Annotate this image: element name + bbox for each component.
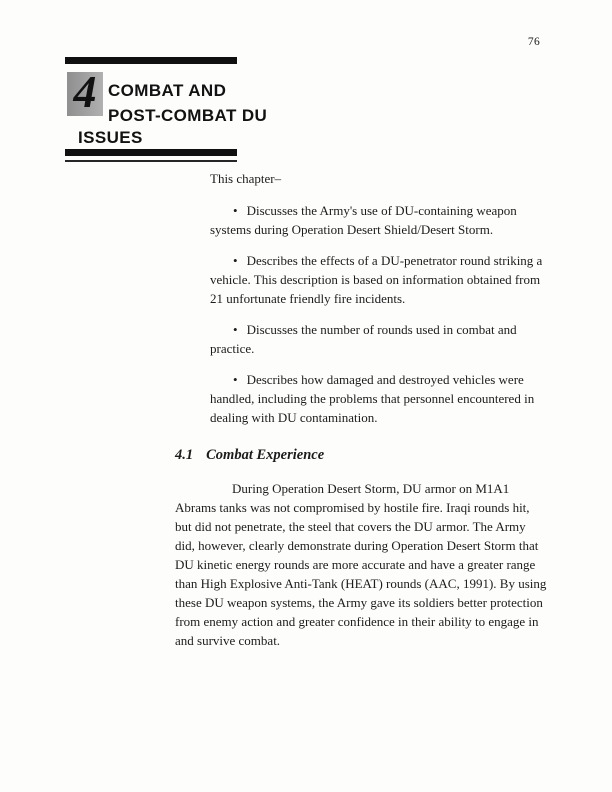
chapter-title-line1: COMBAT AND bbox=[108, 81, 227, 100]
top-rule bbox=[65, 57, 237, 64]
chapter-title-line2: POST-COMBAT DU bbox=[108, 106, 268, 125]
page-number: 76 bbox=[527, 36, 540, 48]
bullet-text: Describes how damaged and destroyed vehicles were handled, including the problems that personnel encountered in dealing with DU contamination. bbox=[210, 372, 535, 425]
bullet-icon: • bbox=[233, 372, 238, 387]
bullet-icon: • bbox=[233, 253, 238, 268]
bullet-item bbox=[210, 251, 547, 308]
body-paragraph: During Operation Desert Storm, DU armor on M1A1 Abrams tanks was not compromised by hostile fire. Iraqi rounds hit, but did not penetrate, the steel that covers the DU armor. The Army did, however, clearly demonstrate during Operation Desert Storm that DU kinetic energy rounds are more accurate and have a greater range than High Explosive Anti-Tank (HEAT) rounds (AAC, 1991). By using these DU weapon systems, the Army gave its soldiers better protection from enemy action and greater confidence in their ability to engage in and survive combat. bbox=[175, 481, 547, 648]
bottom-thin-rule bbox=[65, 160, 237, 162]
chapter-title-line3: ISSUES bbox=[78, 128, 143, 147]
section-title: Combat Experience bbox=[206, 447, 325, 463]
chapter-body bbox=[175, 169, 547, 650]
section-number: 4.1 bbox=[175, 447, 194, 463]
bullet-text: Describes the effects of a DU-penetrator round striking a vehicle. This description is based on information obtained from 21 unfortunate friendly fire incidents. bbox=[210, 253, 543, 306]
chapter-number-box bbox=[67, 66, 103, 117]
bullet-text: Discusses the Army's use of DU-containing weapon systems during Operation Desert Shield/Desert Storm. bbox=[210, 203, 517, 237]
intro-text: This chapter– bbox=[210, 171, 282, 186]
bullet-item bbox=[210, 370, 547, 427]
bullet-item bbox=[210, 320, 547, 358]
bullet-text: Discusses the number of rounds used in combat and practice. bbox=[210, 322, 517, 356]
bottom-rule bbox=[65, 149, 237, 156]
bullet-icon: • bbox=[233, 203, 238, 218]
section-heading bbox=[175, 445, 547, 465]
bullet-icon: • bbox=[233, 322, 238, 337]
chapter-number: 4 bbox=[73, 66, 97, 117]
bullet-item bbox=[210, 201, 547, 239]
